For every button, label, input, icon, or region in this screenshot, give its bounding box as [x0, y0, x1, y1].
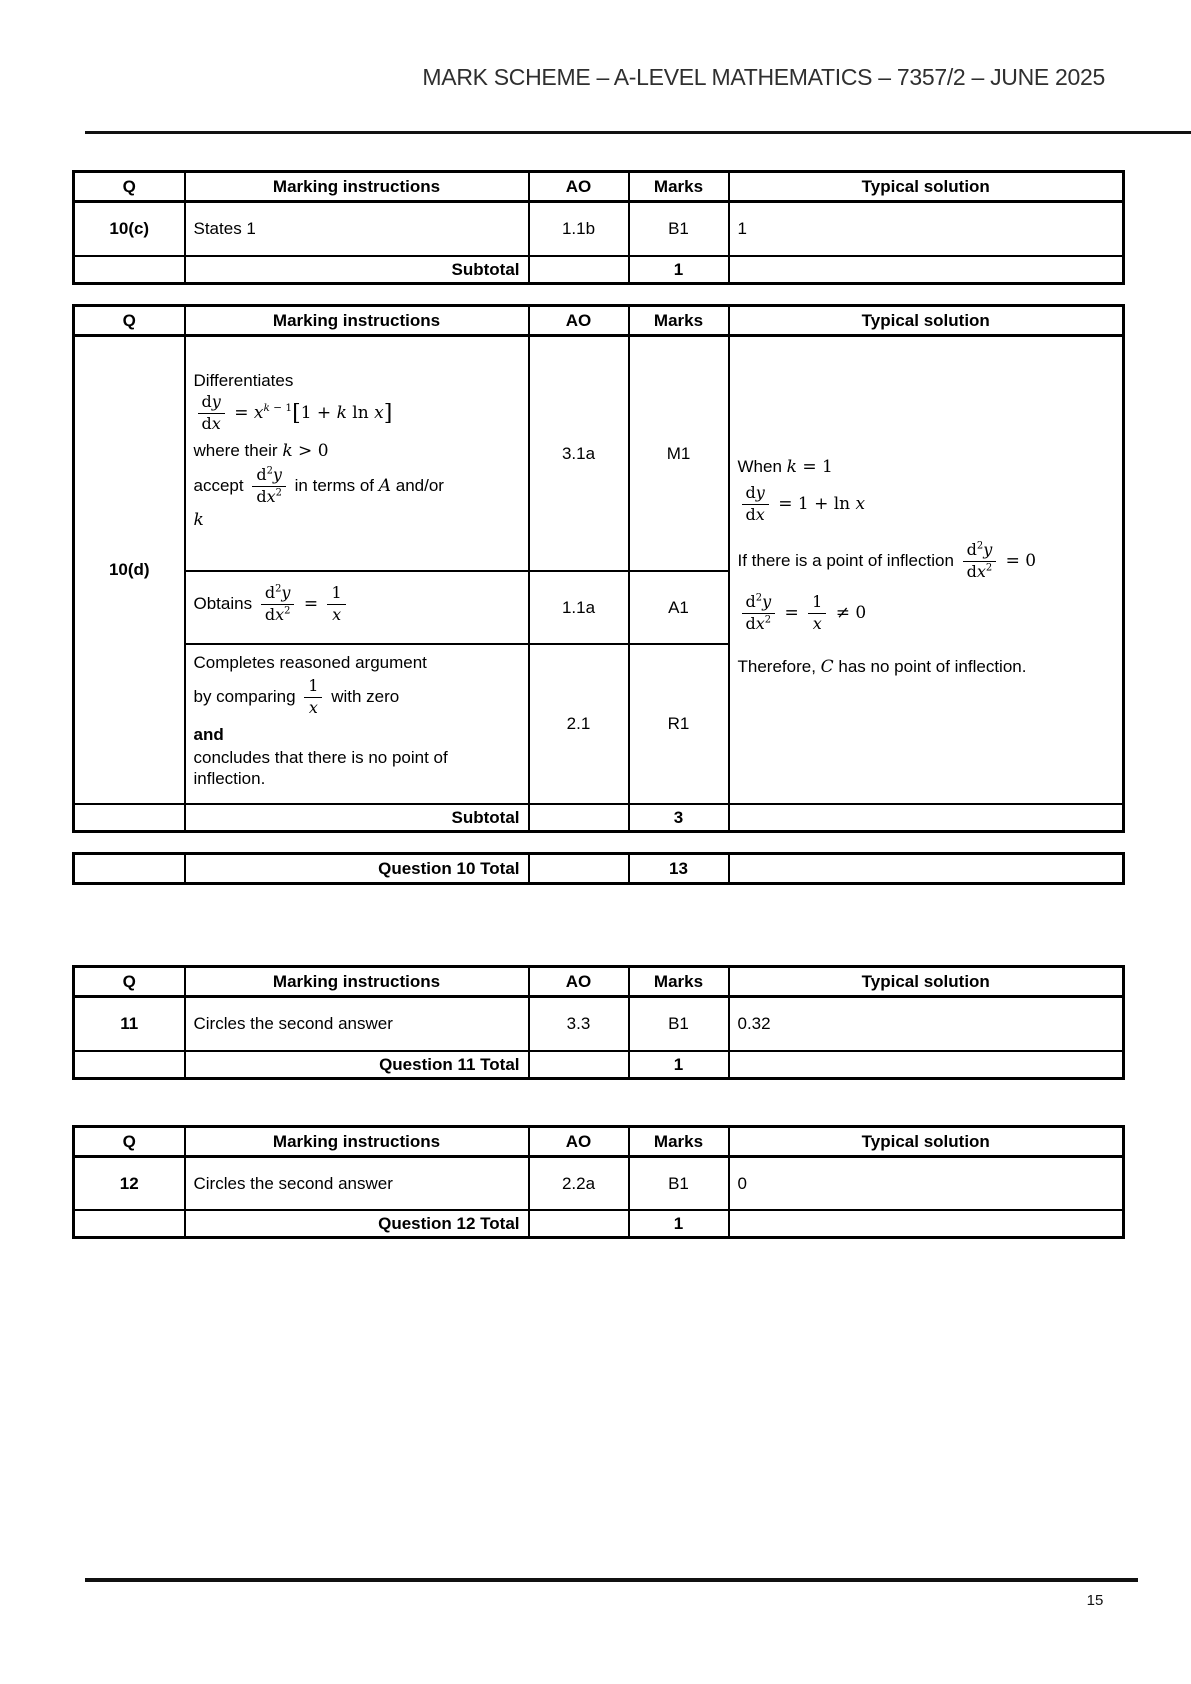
table-row — [74, 1051, 1124, 1079]
col-header-ao: AO — [529, 967, 629, 997]
table-row — [74, 256, 1124, 284]
cell-mark: B1 — [629, 202, 729, 256]
equation-line: Differentiates — [193, 370, 294, 390]
cell-empty — [529, 804, 629, 832]
subtotal-label: Subtotal — [185, 804, 529, 832]
equation-line: Therefore, C has no point of inflection. — [737, 657, 1027, 678]
cell-mark: A1 — [629, 571, 729, 644]
table-10c — [72, 170, 1125, 285]
col-header-q: Q — [74, 967, 185, 997]
question-total-value: 1 — [629, 1210, 729, 1238]
cell-typical-solution: 0.32 — [729, 997, 1124, 1051]
cell-mark: B1 — [629, 997, 729, 1051]
cell-ao: 1.1b — [529, 202, 629, 256]
table-12 — [72, 1125, 1125, 1239]
question-total-label: Question 11 Total — [185, 1051, 529, 1079]
cell-empty — [729, 256, 1124, 284]
cell-typical-solution: 0 — [729, 1157, 1124, 1210]
table-12-wrap — [72, 1125, 1122, 1239]
col-header-q: Q — [74, 306, 185, 336]
equation-line: Completes reasoned argument — [193, 652, 427, 672]
cell-empty — [529, 256, 629, 284]
question-total-value: 1 — [629, 1051, 729, 1079]
table-row — [74, 172, 1124, 202]
col-header-marks: Marks — [629, 306, 729, 336]
table-row — [74, 997, 1124, 1051]
col-header-q: Q — [74, 172, 185, 202]
cell-empty — [729, 804, 1124, 832]
cell-mark: B1 — [629, 1157, 729, 1210]
col-header-solution: Typical solution — [729, 967, 1124, 997]
table-10c-wrap — [72, 170, 1122, 285]
cell-question-number: 10(d) — [74, 336, 185, 804]
table-10d — [72, 304, 1125, 833]
table-row — [74, 306, 1124, 336]
cell-empty — [74, 256, 185, 284]
cell-question-number: 11 — [74, 997, 185, 1051]
equation-line: $\frac{dy}{dx}$ = 1 + ln x — [738, 484, 1115, 525]
equation-line: where their k > 0 — [193, 440, 329, 461]
question-total-label: Question 10 Total — [185, 854, 529, 884]
equation-line: $\frac{d^2y}{dx^2}$ = $\frac{1}{x}$ ≠ 0 — [738, 593, 1115, 634]
question-10-total-wrap — [72, 852, 1122, 885]
col-header-instructions: Marking instructions — [185, 172, 529, 202]
table-row — [74, 1157, 1124, 1210]
table-row — [74, 1127, 1124, 1157]
cell-empty — [529, 1210, 629, 1238]
col-header-marks: Marks — [629, 967, 729, 997]
equation-line: If there is a point of inflection $\frac{d^2y}{dx^2}$ = 0 — [737, 539, 1037, 581]
cell-empty — [529, 1051, 629, 1079]
question-total-value: 13 — [629, 854, 729, 884]
cell-empty — [74, 1051, 185, 1079]
cell-marking-instruction — [185, 336, 529, 571]
equation-line: When k = 1 — [737, 456, 833, 477]
cell-empty — [74, 804, 185, 832]
question-total-label: Question 12 Total — [185, 1210, 529, 1238]
header-rule — [85, 131, 1191, 134]
col-header-marks: Marks — [629, 172, 729, 202]
col-header-ao: AO — [529, 306, 629, 336]
col-header-solution: Typical solution — [729, 306, 1124, 336]
col-header-solution: Typical solution — [729, 172, 1124, 202]
col-header-solution: Typical solution — [729, 1127, 1124, 1157]
equation-line: k — [193, 509, 204, 530]
cell-empty — [729, 1210, 1124, 1238]
cell-question-number: 10(c) — [74, 202, 185, 256]
col-header-marks: Marks — [629, 1127, 729, 1157]
footer-rule — [85, 1578, 1138, 1582]
cell-ao: 2.2a — [529, 1157, 629, 1210]
cell-question-number: 12 — [74, 1157, 185, 1210]
table-row — [74, 967, 1124, 997]
cell-empty — [74, 854, 185, 884]
equation-line: by comparing $\frac{1}{x}$ with zero — [193, 676, 400, 717]
table-row — [74, 336, 1124, 571]
cell-marking-instruction — [185, 644, 529, 804]
cell-mark: M1 — [629, 336, 729, 571]
cell-empty — [74, 1210, 185, 1238]
cell-ao: 3.1a — [529, 336, 629, 571]
cell-mark: R1 — [629, 644, 729, 804]
cell-empty — [529, 854, 629, 884]
page-number: 15 — [1086, 1592, 1104, 1609]
cell-marking-instruction: Circles the second answer — [185, 1157, 529, 1210]
table-row — [74, 202, 1124, 256]
table-10d-wrap — [72, 304, 1122, 833]
cell-marking-instruction: Circles the second answer — [185, 997, 529, 1051]
question-10-total-table — [72, 852, 1125, 885]
col-header-ao: AO — [529, 172, 629, 202]
equation-line: concludes that there is no point of inflection. — [193, 748, 448, 789]
col-header-ao: AO — [529, 1127, 629, 1157]
col-header-instructions: Marking instructions — [185, 306, 529, 336]
cell-typical-solution — [729, 336, 1124, 804]
table-11-wrap — [72, 965, 1122, 1080]
cell-ao: 2.1 — [529, 644, 629, 804]
table-row — [74, 804, 1124, 832]
table-row — [74, 854, 1124, 884]
col-header-instructions: Marking instructions — [185, 967, 529, 997]
equation-line: accept $\frac{d^2y}{dx^2}$ in terms of A and/or — [193, 465, 444, 507]
cell-ao: 3.3 — [529, 997, 629, 1051]
cell-ao: 1.1a — [529, 571, 629, 644]
page-title: MARK SCHEME – A-LEVEL MATHEMATICS – 7357/2 – JUNE 2025 — [422, 64, 1105, 90]
cell-empty — [729, 854, 1124, 884]
table-11 — [72, 965, 1125, 1080]
cell-marking-instruction — [185, 571, 529, 644]
col-header-q: Q — [74, 1127, 185, 1157]
equation-line: and — [193, 724, 224, 744]
col-header-instructions: Marking instructions — [185, 1127, 529, 1157]
subtotal-label: Subtotal — [185, 256, 529, 284]
cell-empty — [729, 1051, 1124, 1079]
subtotal-value: 3 — [629, 804, 729, 832]
cell-marking-instruction: States 1 — [185, 202, 529, 256]
equation-line: $\frac{dy}{dx}$ = $x^{k - 1}[1 + k$ ln x] — [194, 393, 520, 434]
equation-line: Obtains $\frac{d^2y}{dx^2}$ = $\frac{1}{x}$ — [194, 584, 520, 625]
cell-typical-solution: 1 — [729, 202, 1124, 256]
table-row — [74, 1210, 1124, 1238]
subtotal-value: 1 — [629, 256, 729, 284]
